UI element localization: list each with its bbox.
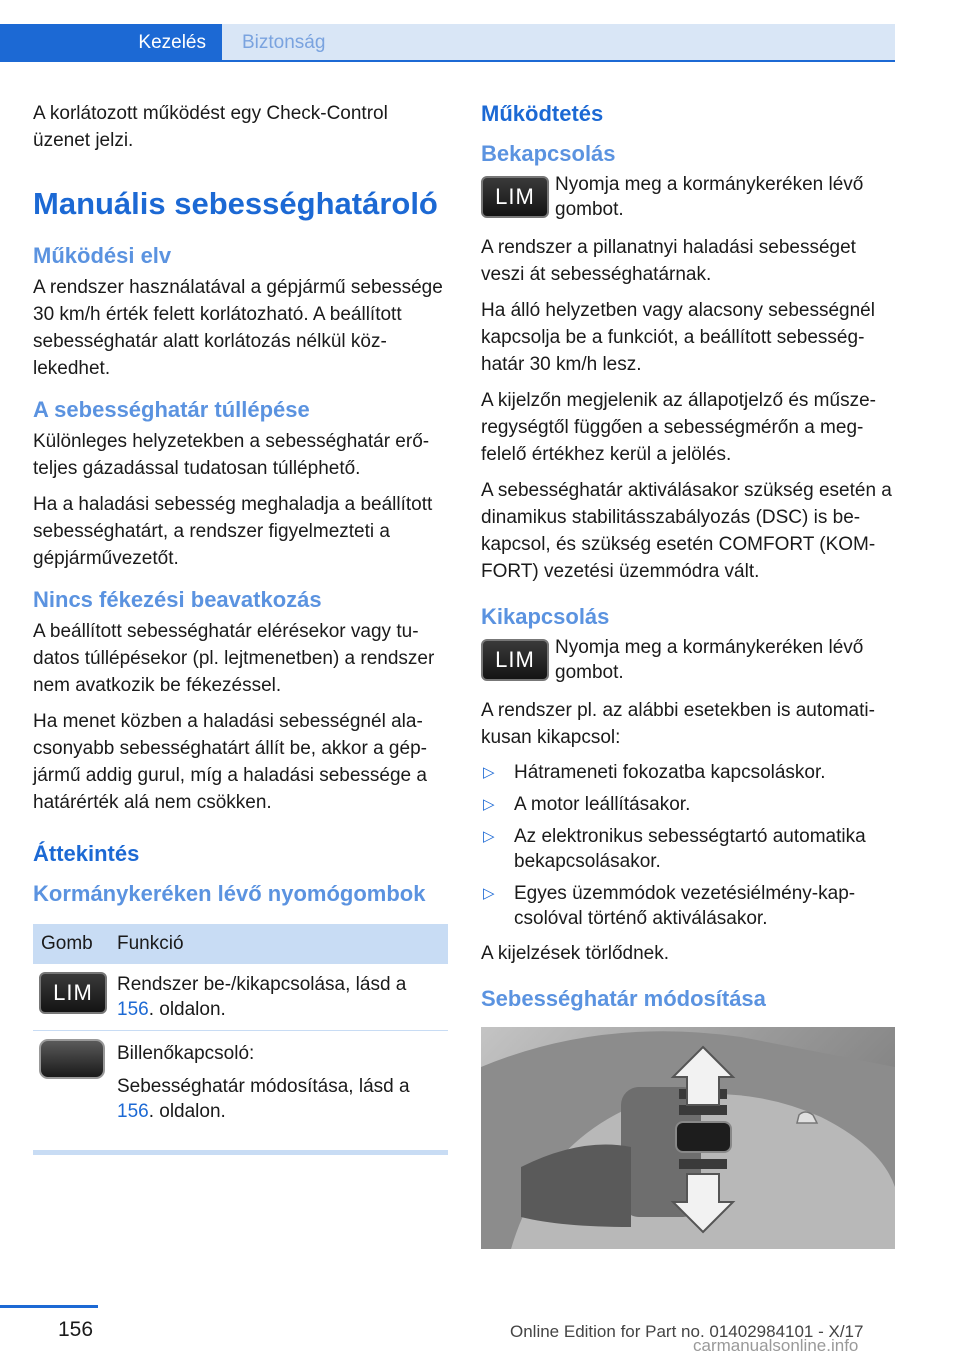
table-header xyxy=(33,924,448,964)
table-cell-function: Rendszer be-/kikapcsolása, lásd a 156. oldalon. xyxy=(117,974,407,1020)
table-row xyxy=(33,964,448,1031)
exceed-text-1: Különleges helyzetekben a sebességhatár erőteljes gázadással tudatosan túlléphető. xyxy=(33,431,430,479)
left-column xyxy=(33,100,448,1155)
buttons-table xyxy=(33,924,448,1155)
list-item: ▷ Az elektronikus sebességtartó automatika bekapcsolásakor. xyxy=(483,826,866,872)
switch-off-text-2: A kijelzések törlődnek. xyxy=(481,943,669,964)
footer-rule xyxy=(0,1305,98,1308)
watermark-text: carmanualsonline.info xyxy=(693,1336,859,1355)
switch-off-instruction xyxy=(481,635,895,685)
table-bottom-rule xyxy=(33,1150,448,1155)
table-row xyxy=(33,1031,448,1140)
section-heading-operation: Működtetés xyxy=(481,101,604,126)
table-cell-function: Billenőkapcsoló: Sebességhatár módosítása, lásd a 156. oldalon. xyxy=(117,1043,410,1122)
triangle-bullet-icon: ▷ xyxy=(483,764,495,781)
list-item: ▷ Egyes üzemmódok vezetésiélmény-kapcsolóval történő aktiválásakor. xyxy=(483,883,856,929)
lim-button-icon: LIM xyxy=(481,176,549,218)
triangle-bullet-icon: ▷ xyxy=(483,885,495,902)
right-column xyxy=(481,100,895,1249)
list-item: ▷ Hátrameneti fokozatba kapcsoláskor. xyxy=(483,762,826,783)
exceed-text-2: Ha a haladási sebesség meghaladja a beállított sebességhatárt, a rendszer figyelmezteti a gépjárművezetőt. xyxy=(33,494,433,569)
steering-wheel-illustration xyxy=(481,1027,895,1249)
section-heading-overview: Áttekintés xyxy=(33,841,140,866)
triangle-bullet-icon: ▷ xyxy=(483,796,495,813)
switch-on-text-1: A rendszer a pillanatnyi haladási sebességet veszi át sebességhatárnak. xyxy=(481,237,856,285)
table-header-function: Funkció xyxy=(117,933,184,954)
section-heading-switch-on: Bekapcsolás xyxy=(481,141,616,166)
intro-text: A korlátozott működést egy Check-Control üzenet jelzi. xyxy=(33,103,388,151)
page-link-156[interactable]: 156 xyxy=(117,999,149,1020)
page-title: Manuális sebességhatároló xyxy=(33,186,438,221)
no-braking-text-1: A beállított sebességhatár elérésekor vagy tudatos túllépésekor (pl. lejtmenetben) a rendszer nem avatkozik be fékezéssel. xyxy=(33,621,435,696)
tab-kezeles[interactable]: Kezelés xyxy=(0,24,222,61)
section-heading-exceed: A sebességhatár túllépése xyxy=(33,397,310,422)
switch-off-instruction-text: Nyomja meg a kormánykeréken lévő gombot. xyxy=(555,637,864,683)
switch-off-text-1: A rendszer pl. az alábbi esetekben is automatikusan kikapcsol: xyxy=(481,700,875,748)
switch-on-text-3: A kijelzőn megjelenik az állapotjelző és műszeregységtől függően a sebességmérőn a megfelelő értékhez kerül a jelölés. xyxy=(481,390,876,465)
lim-button-icon: LIM xyxy=(39,972,107,1014)
lim-button-icon: LIM xyxy=(481,639,549,681)
steering-wheel-drawing xyxy=(481,1027,895,1249)
page-link-156[interactable]: 156 xyxy=(117,1101,149,1122)
section-heading-buttons: Kormánykeréken lévő nyomógombok xyxy=(33,881,426,906)
triangle-bullet-icon: ▷ xyxy=(483,828,495,845)
switch-off-list xyxy=(481,760,895,931)
switch-on-instruction xyxy=(481,172,895,222)
tab-biztonsag[interactable]: Biztonság xyxy=(222,24,895,61)
switch-on-instruction-text: Nyomja meg a kormánykeréken lévő gombot. xyxy=(555,174,864,220)
page-number: 156 xyxy=(58,1318,94,1341)
switch-on-text-2: Ha álló helyzetben vagy alacsony sebességnél kapcsolja be a funkciót, a beállított sebességhatár 30 km/h lesz. xyxy=(481,300,875,375)
section-heading-modify: Sebességhatár módosítása xyxy=(481,986,766,1011)
header-divider xyxy=(0,60,895,62)
edition-text: Online Edition for Part no. 01402984101 - X/17 xyxy=(510,1322,864,1341)
section-heading-principle: Működési elv xyxy=(33,243,172,268)
section-heading-no-braking: Nincs fékezési beavatkozás xyxy=(33,587,322,612)
section-heading-switch-off: Kikapcsolás xyxy=(481,604,610,629)
switch-on-text-4: A sebességhatár aktiválásakor szükség esetén a dinamikus stabilitásszabályozás (DSC) is bekapcsol, és szükség esetén COMFORT (KOMFORT) vezetési üzemmódra vált. xyxy=(481,480,892,582)
table-header-button: Gomb xyxy=(41,933,93,954)
list-item: ▷ A motor leállításakor. xyxy=(483,794,691,815)
header-tabs xyxy=(0,24,895,61)
rocker-switch-icon xyxy=(39,1039,105,1079)
principle-text: A rendszer használatával a gépjármű sebessége 30 km/h érték felett korlátozható. A beállított sebességhatár alatt korlátozás nélkül közlekedhet. xyxy=(33,277,443,379)
no-braking-text-2: Ha menet közben a haladási sebességnél alacsonyabb sebességhatárt állít be, akkor a gépjármű addig gurul, míg a haladási sebessége a határérték alá nem csökken. xyxy=(33,711,427,813)
